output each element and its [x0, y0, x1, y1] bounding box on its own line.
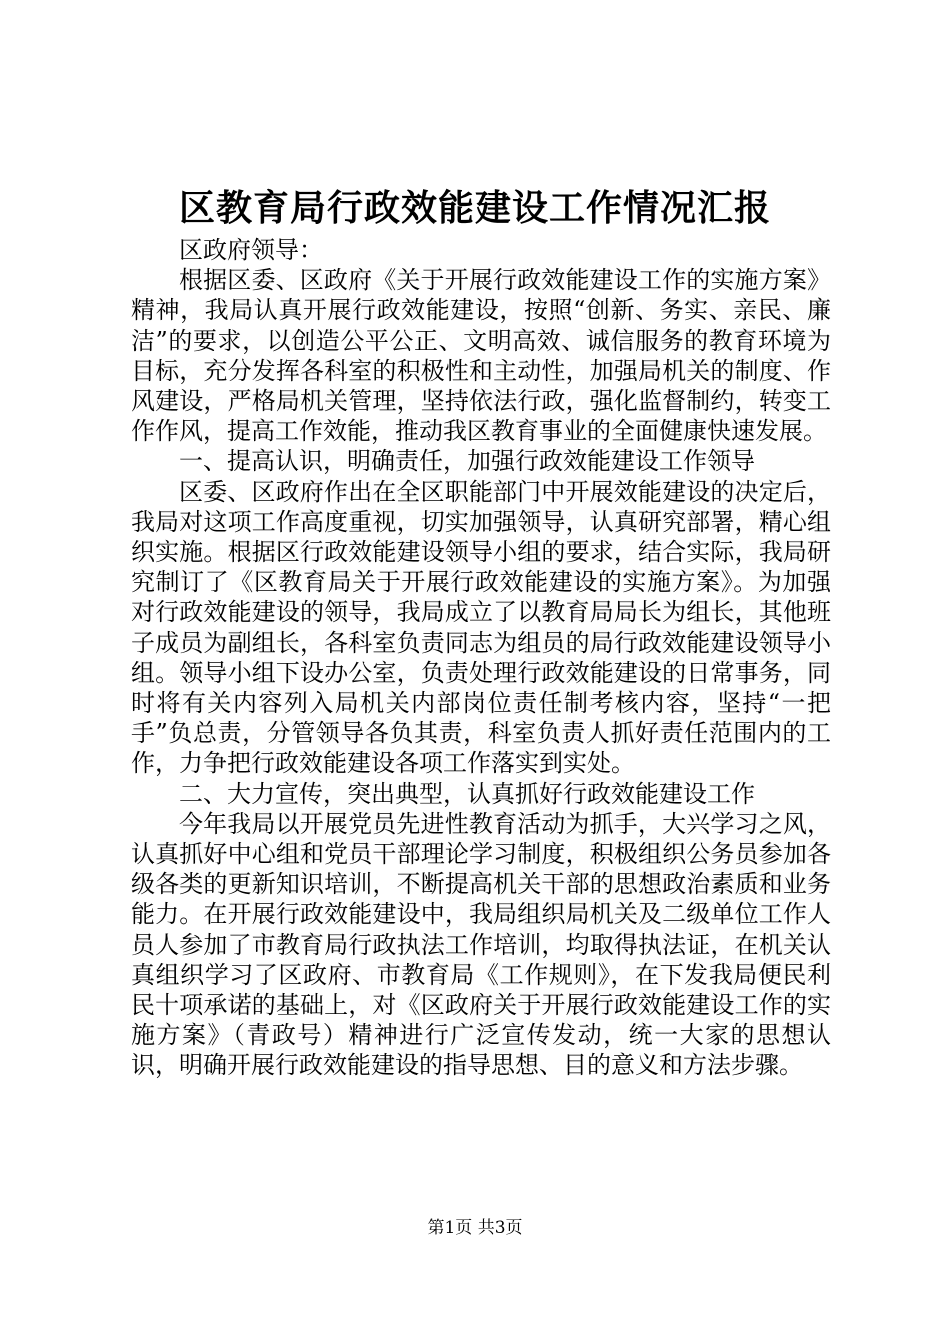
section-heading-1: 一、提高认识，明确责任，加强行政效能建设工作领导 — [179, 447, 755, 476]
document-body — [131, 235, 831, 1081]
paragraph-intro: 根据区委、区政府《关于开展行政效能建设工作的实施方案》精神，我局认真开展行政效能建设，按照“创新、务实、亲民、廉洁”的要求，以创造公平公正、文明高效、诚信服务的教育环境为目标，充分发挥各科室的积极性和主动性，加强局机关的制度、作风建设，严格局机关管理，坚持依法行政，强化监督制约，转变工作作风，提高工作效能，推动我区教育事业的全面健康快速发展。 — [131, 266, 831, 446]
paragraph-section-2: 今年我局以开展党员先进性教育活动为抓手，大兴学习之风，认真抓好中心组和党员干部理论学习制度，积极组织公务员参加各级各类的更新知识培训，不断提高机关干部的思想政治素质和业务能力。在开展行政效能建设中，我局组织局机关及二级单位工作人员人参加了市教育局行政执法工作培训，均取得执法证，在机关认真组织学习了区政府、市教育局《工作规则》，在下发我局便民利民十项承诺的基础上，对《区政府关于开展行政效能建设工作的实施方案》（青政号）精神进行广泛宣传发动，统一大家的思想认识，明确开展行政效能建设的指导思想、目的意义和方法步骤。 — [131, 809, 831, 1080]
page-footer: 第1页 共3页 — [427, 1218, 523, 1238]
paragraph-section-1: 区委、区政府作出在全区职能部门中开展效能建设的决定后，我局对这项工作高度重视，切实加强领导，认真研究部署，精心组织实施。根据区行政效能建设领导小组的要求，结合实际，我局研究制订了《区教育局关于开展行政效能建设的实施方案》。为加强对行政效能建设的领导，我局成立了以教育局局长为组长，其他班子成员为副组长，各科室负责同志为组员的局行政效能建设领导小组。领导小组下设办公室，负责处理行政效能建设的日常事务，同时将有关内容列入局机关内部岗位责任制考核内容，坚持“一把手”负总责，分管领导各负其责，科室负责人抓好责任范围内的工作，力争把行政效能建设各项工作落实到实处。 — [131, 477, 831, 778]
document-title: 区教育局行政效能建设工作情况汇报 — [178, 187, 771, 229]
salutation: 区政府领导： — [179, 236, 323, 264]
section-heading-2: 二、大力宣传，突出典型，认真抓好行政效能建设工作 — [179, 779, 755, 808]
